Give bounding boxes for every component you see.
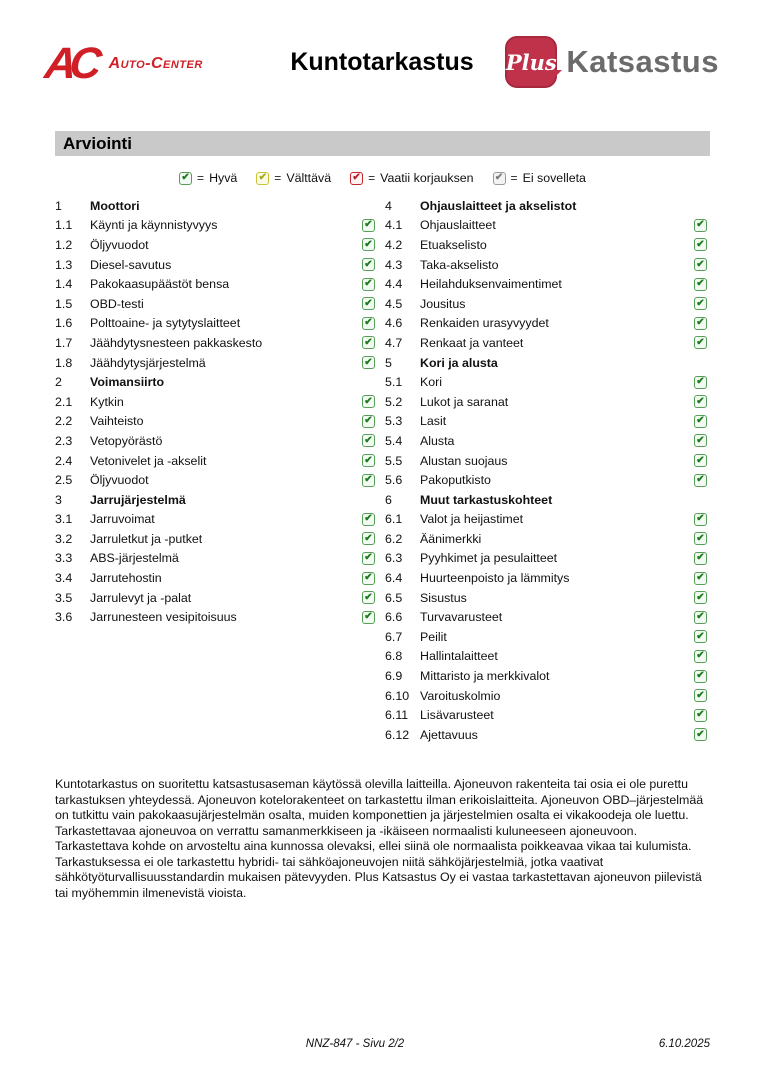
checklist-section-header — [55, 490, 375, 510]
item-label: Jousitus — [420, 296, 466, 311]
checklist-row — [55, 255, 375, 275]
disclaimer-text: Kuntotarkastus on suoritettu katsastusaseman käytössä olevilla laitteilla. Ajoneuvon rakenteita tai osia ei ole purettu tarkastuksen yhteydessä. Ajoneuvon kotelorakenteet on tarkastettu ilman erikoislaitteita. Ajoneuvon OBD–järjestelmää on tutkittu vain pakokaasujärjestelmän osalta, muiden komponettien ja järjestelmien osalta ei vikakoodeja ole luettu. Tarkastettavaa ajoneuvoa on verrattu samanmerkkiseen ja -ikäiseen normaalisti kuluneeseen ajoneuvoon. Tarkastettava kohde on arvosteltu aina kunnossa olevaksi, ellei siinä ole normaalista poikkeavaa vikaa tai kulumista. Tarkastuksessa ei ole tarkastettu hybridi- tai sähköajoneuvojen niitä sähköjärjestelmiä, jotka vaativat sähkötyöturvallisuusstandardin mukaisen pätevyyden. Plus Katsastus Oy ei vastaa tarkastettavan ajoneuvon piilevistä tai myöhemmin ilmenevistä vioista. — [55, 777, 704, 900]
item-number: 4.3 — [385, 257, 403, 272]
checklist-row — [55, 274, 375, 294]
checklist-row — [55, 529, 375, 549]
item-label: Käynti ja käynnistyvyys — [90, 218, 218, 233]
checklist-row — [55, 568, 375, 588]
item-number: 6.5 — [385, 590, 403, 605]
checklist-row — [55, 235, 375, 255]
item-number: 5.2 — [385, 394, 403, 409]
item-number: 3.2 — [55, 531, 73, 546]
status-checkbox-good: ✔ — [362, 572, 375, 585]
item-label: Vetonivelet ja -akselit — [90, 453, 207, 468]
plus-katsastus-logo — [505, 36, 719, 88]
checklist-row — [385, 666, 707, 686]
item-number: 1.1 — [55, 218, 73, 233]
item-number: 6.1 — [385, 512, 403, 527]
checklist-row — [55, 353, 375, 373]
checklist-row — [385, 705, 707, 725]
page-title: Kuntotarkastus — [290, 48, 474, 76]
item-label: Muut tarkastuskohteet — [420, 492, 553, 507]
item-label: Jäähdytysnesteen pakkaskesto — [90, 335, 263, 350]
item-number: 2 — [55, 375, 62, 390]
item-number: 5.5 — [385, 453, 403, 468]
checklist-row — [385, 627, 707, 647]
item-number: 3.5 — [55, 590, 73, 605]
item-label: Ohjauslaitteet ja akselistot — [420, 198, 577, 213]
item-label: Vetopyörästö — [90, 433, 163, 448]
status-checkbox-good: ✔ — [362, 297, 375, 310]
item-number: 1.4 — [55, 277, 73, 292]
item-number: 1.6 — [55, 316, 73, 331]
checklist-row — [385, 372, 707, 392]
item-number: 3.6 — [55, 610, 73, 625]
item-number: 6.2 — [385, 531, 403, 546]
item-number: 4.5 — [385, 296, 403, 311]
auto-center-monogram-icon: AC — [42, 39, 98, 88]
item-number: 1.5 — [55, 296, 73, 311]
item-number: 5.4 — [385, 433, 403, 448]
checklist-row — [385, 549, 707, 569]
checklist-row — [55, 333, 375, 353]
checklist-section-header — [385, 353, 707, 373]
item-label: Hallintalaitteet — [420, 649, 498, 664]
checklist-row — [385, 647, 707, 667]
item-label: Mittaristo ja merkkivalot — [420, 669, 550, 684]
legend-label: Välttävä — [286, 171, 332, 185]
equals-sign: = — [510, 171, 518, 185]
plus-badge-icon — [505, 36, 557, 88]
checklist-row — [385, 333, 707, 353]
item-number: 1.3 — [55, 257, 73, 272]
item-number: 1.7 — [55, 335, 73, 350]
item-label: Renkaat ja vanteet — [420, 335, 524, 350]
item-number: 3.3 — [55, 551, 73, 566]
item-label: ABS-järjestelmä — [90, 551, 179, 566]
status-checkbox-good: ✔ — [694, 532, 707, 545]
checklist-row — [55, 314, 375, 334]
item-label: OBD-testi — [90, 296, 144, 311]
checklist-row — [385, 255, 707, 275]
item-number: 3.4 — [55, 571, 73, 586]
item-label: Polttoaine- ja sytytyslaitteet — [90, 316, 241, 331]
checklist-row — [55, 412, 375, 432]
checklist-row — [55, 588, 375, 608]
item-number: 1 — [55, 198, 62, 213]
item-label: Peilit — [420, 629, 447, 644]
legend-item-repair — [350, 171, 473, 185]
status-checkbox-na: ✔ — [493, 172, 506, 185]
item-number: 2.3 — [55, 433, 73, 448]
item-number: 5.3 — [385, 414, 403, 429]
equals-sign: = — [368, 171, 376, 185]
auto-center-logo-text: Auto-Center — [108, 55, 203, 72]
status-checkbox-fair: ✔ — [256, 172, 269, 185]
plus-badge-text: Plus — [505, 49, 557, 75]
status-checkbox-good: ✔ — [362, 238, 375, 251]
item-label: Vaihteisto — [90, 414, 144, 429]
equals-sign: = — [197, 171, 205, 185]
item-label: Jarruvoimat — [90, 512, 155, 527]
item-number: 4.4 — [385, 277, 403, 292]
status-checkbox-good: ✔ — [362, 591, 375, 604]
status-checkbox-good: ✔ — [694, 454, 707, 467]
item-label: Turvavarusteet — [420, 610, 503, 625]
item-number: 3 — [55, 492, 62, 507]
plus-badge-tail-icon — [549, 70, 562, 83]
item-number: 6.6 — [385, 610, 403, 625]
item-label: Ohjauslaitteet — [420, 218, 496, 233]
checklist-row — [55, 549, 375, 569]
item-label: Varoituskolmio — [420, 688, 501, 703]
checklist-row — [55, 431, 375, 451]
item-label: Pakokaasupäästöt bensa — [90, 277, 230, 292]
status-checkbox-good: ✔ — [694, 258, 707, 271]
status-checkbox-good: ✔ — [694, 591, 707, 604]
checklist-row — [55, 392, 375, 412]
checklist-row — [385, 412, 707, 432]
item-label: Jarrutehostin — [90, 571, 162, 586]
page-header — [42, 36, 719, 98]
item-label: Lisävarusteet — [420, 708, 494, 723]
legend-label: Ei sovelleta — [522, 171, 586, 185]
status-checkbox-good: ✔ — [179, 172, 192, 185]
item-label: Kori ja alusta — [420, 355, 498, 370]
item-label: Renkaiden urasyvyydet — [420, 316, 549, 331]
item-label: Taka-akselisto — [420, 257, 499, 272]
status-checkbox-good: ✔ — [694, 650, 707, 663]
status-checkbox-good: ✔ — [362, 278, 375, 291]
item-label: Pyyhkimet ja pesulaitteet — [420, 551, 558, 566]
item-number: 5.1 — [385, 375, 403, 390]
legend-item-na — [493, 171, 586, 185]
status-checkbox-good: ✔ — [362, 415, 375, 428]
item-label: Jarruletkut ja -putket — [90, 531, 203, 546]
checklist-row — [385, 294, 707, 314]
checklist-row — [55, 607, 375, 627]
status-checkbox-good: ✔ — [694, 395, 707, 408]
item-label: Lasit — [420, 414, 447, 429]
checklist-section-header — [385, 490, 707, 510]
checklist-row — [385, 274, 707, 294]
checklist-row — [385, 216, 707, 236]
item-number: 6.9 — [385, 669, 403, 684]
status-checkbox-good: ✔ — [694, 670, 707, 683]
checklist-row — [55, 470, 375, 490]
checklist-row — [385, 725, 707, 745]
status-checkbox-good: ✔ — [694, 238, 707, 251]
checklist-row — [55, 451, 375, 471]
item-number: 3.1 — [55, 512, 73, 527]
checklist-row — [385, 588, 707, 608]
item-label: Voimansiirto — [90, 375, 165, 390]
item-label: Jarrujärjestelmä — [90, 492, 186, 507]
status-checkbox-good: ✔ — [362, 611, 375, 624]
status-checkbox-good: ✔ — [362, 532, 375, 545]
item-number: 4.1 — [385, 218, 403, 233]
item-label: Kytkin — [90, 394, 124, 409]
checklist-row — [385, 568, 707, 588]
item-label: Jäähdytysjärjestelmä — [90, 355, 206, 370]
checklist-row — [385, 314, 707, 334]
equals-sign: = — [274, 171, 282, 185]
status-checkbox-good: ✔ — [694, 278, 707, 291]
item-number: 4.2 — [385, 237, 403, 252]
legend-item-fair — [256, 171, 331, 185]
checklist-row — [55, 510, 375, 530]
status-checkbox-good: ✔ — [694, 336, 707, 349]
status-checkbox-good: ✔ — [362, 434, 375, 447]
item-number: 6.7 — [385, 629, 403, 644]
status-checkbox-good: ✔ — [362, 454, 375, 467]
item-number: 6.12 — [385, 727, 410, 742]
item-label: Diesel-savutus — [90, 257, 172, 272]
item-label: Öljyvuodot — [90, 473, 149, 488]
item-number: 2.1 — [55, 394, 73, 409]
status-checkbox-good: ✔ — [694, 219, 707, 232]
checklist-row — [385, 686, 707, 706]
item-number: 6.3 — [385, 551, 403, 566]
item-label: Ajettavuus — [420, 727, 478, 742]
item-number: 4 — [385, 198, 392, 213]
item-number: 4.6 — [385, 316, 403, 331]
item-number: 1.8 — [55, 355, 73, 370]
status-checkbox-good: ✔ — [362, 513, 375, 526]
status-checkbox-good: ✔ — [362, 395, 375, 408]
item-label: Alustan suojaus — [420, 453, 508, 468]
item-label: Jarrunesteen vesipitoisuus — [90, 610, 237, 625]
status-checkbox-good: ✔ — [362, 336, 375, 349]
item-number: 2.4 — [55, 453, 73, 468]
checklist-row — [385, 392, 707, 412]
checklist-section-header — [385, 196, 707, 216]
item-label: Pakoputkisto — [420, 473, 491, 488]
status-checkbox-good: ✔ — [694, 728, 707, 741]
item-number: 1.2 — [55, 237, 73, 252]
item-label: Valot ja heijastimet — [420, 512, 524, 527]
status-checkbox-good: ✔ — [694, 376, 707, 389]
item-number: 6.10 — [385, 688, 410, 703]
item-label: Öljyvuodot — [90, 237, 149, 252]
checklist-left-column — [55, 196, 375, 627]
status-checkbox-good: ✔ — [362, 317, 375, 330]
status-checkbox-good: ✔ — [694, 572, 707, 585]
checklist-row — [385, 607, 707, 627]
item-label: Moottori — [90, 198, 140, 213]
checklist-row — [385, 510, 707, 530]
item-label: Jarrulevyt ja -palat — [90, 590, 192, 605]
item-number: 6.4 — [385, 571, 403, 586]
status-checkbox-good: ✔ — [694, 317, 707, 330]
item-number: 5.6 — [385, 473, 403, 488]
legend-label: Vaatii korjauksen — [380, 171, 474, 185]
checklist-row — [55, 216, 375, 236]
page-footer — [55, 1038, 710, 1054]
status-legend — [55, 171, 710, 185]
status-checkbox-good: ✔ — [694, 434, 707, 447]
item-label: Lukot ja saranat — [420, 394, 509, 409]
status-checkbox-good: ✔ — [694, 611, 707, 624]
item-label: Huurteenpoisto ja lämmitys — [420, 571, 570, 586]
section-header-arviointi: Arviointi — [55, 131, 710, 156]
status-checkbox-good: ✔ — [694, 297, 707, 310]
status-checkbox-good: ✔ — [362, 219, 375, 232]
item-label: Sisustus — [420, 590, 467, 605]
item-label: Kori — [420, 375, 443, 390]
footer-date: 6.10.2025 — [658, 1038, 710, 1050]
item-number: 4.7 — [385, 335, 403, 350]
status-checkbox-good: ✔ — [694, 474, 707, 487]
status-checkbox-good: ✔ — [362, 552, 375, 565]
status-checkbox-good: ✔ — [694, 630, 707, 643]
legend-item-good — [179, 171, 237, 185]
item-number: 2.2 — [55, 414, 73, 429]
item-number: 6.8 — [385, 649, 403, 664]
item-number: 5 — [385, 355, 392, 370]
auto-center-logo — [42, 39, 203, 88]
status-checkbox-good: ✔ — [694, 709, 707, 722]
item-label: Etuakselisto — [420, 237, 487, 252]
status-checkbox-good: ✔ — [362, 356, 375, 369]
item-label: Heilahduksenvaimentimet — [420, 277, 562, 292]
footer-plate-and-page: NNZ-847 - Sivu 2/2 — [305, 1038, 405, 1050]
checklist-row — [55, 294, 375, 314]
checklist-row — [385, 451, 707, 471]
status-checkbox-good: ✔ — [694, 513, 707, 526]
checklist-row — [385, 431, 707, 451]
status-checkbox-good: ✔ — [694, 552, 707, 565]
status-checkbox-good: ✔ — [694, 689, 707, 702]
status-checkbox-good: ✔ — [362, 258, 375, 271]
item-label: Alusta — [420, 433, 455, 448]
checklist-section-header — [55, 372, 375, 392]
item-number: 6 — [385, 492, 392, 507]
checklist-row — [385, 529, 707, 549]
item-number: 2.5 — [55, 473, 73, 488]
legend-label: Hyvä — [209, 171, 238, 185]
status-checkbox-good: ✔ — [694, 415, 707, 428]
checklist-row — [385, 235, 707, 255]
checklist-row — [385, 470, 707, 490]
status-checkbox-repair: ✔ — [350, 172, 363, 185]
item-number: 6.11 — [385, 708, 409, 723]
plus-katsastus-logo-text: Katsastus — [566, 44, 719, 79]
checklist-section-header — [55, 196, 375, 216]
item-label: Äänimerkki — [420, 531, 482, 546]
checklist-right-column — [385, 196, 707, 745]
status-checkbox-good: ✔ — [362, 474, 375, 487]
